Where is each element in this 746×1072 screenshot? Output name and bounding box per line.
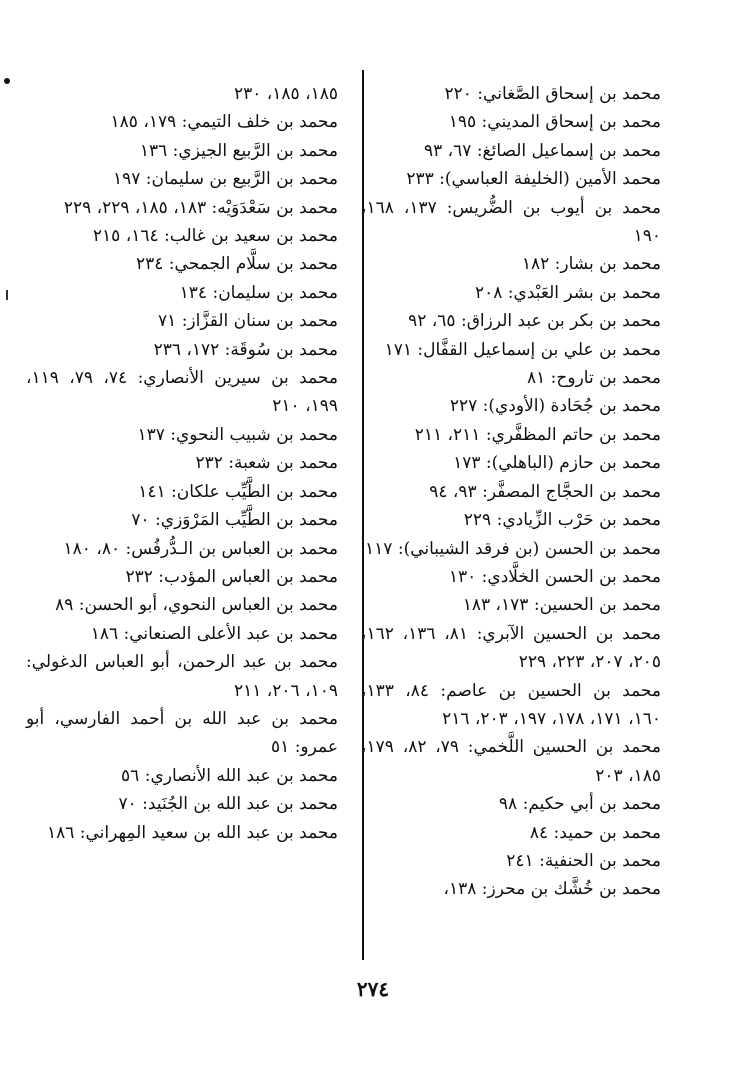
index-entry: محمد بن سيرين الأنصاري: ٧٤، ٧٩، ١١٩، ١٩٩، ٢١٠ xyxy=(26,368,338,417)
index-entry: محمد بن بكر بن عبد الرزاق: ٦٥، ٩٢ xyxy=(408,311,661,332)
index-entry: محمد بن الطَّيِّب المَرْوَزي: ٧٠ xyxy=(131,510,338,531)
index-entry: محمد بن إسحاق الصَّغاني: ٢٢٠ xyxy=(444,84,661,104)
index-entry: محمد بن عبد الله بن سعيد المِهراني: ١٨٦ xyxy=(46,822,338,843)
index-entry: محمد بن الحجَّاج المصفَّر: ٩٣، ٩٤ xyxy=(429,481,661,502)
index-entry: محمد الأمين (الخليفة العباسي): ٢٣٣ xyxy=(406,169,661,190)
index-entry: محمد بن إسماعيل الصائغ: ٦٧، ٩٣ xyxy=(424,140,661,161)
index-entry: محمد بن الحسن الخلَّادي: ١٣٠ xyxy=(448,566,661,587)
index-entry: محمد بن علي بن إسماعيل القفَّال: ١٧١ xyxy=(384,339,661,360)
index-entry: محمد بن العباس المؤدب: ٢٣٢ xyxy=(125,566,338,587)
page-edge-mark xyxy=(6,290,8,300)
index-entry: محمد بن سنان القزَّاز: ٧١ xyxy=(158,311,338,332)
page-edge-dot xyxy=(4,78,10,84)
index-entry: محمد بن خُشَّك بن محرز: ١٣٨، xyxy=(443,879,661,900)
index-entry: محمد بن الطَّيِّب علكان: ١٤١ xyxy=(138,481,338,502)
index-entry: محمد بن الحسين اللَّخمي: ٧٩، ٨٢، ١٧٩، ١٨٥، ٢٠٣ xyxy=(361,737,662,786)
index-entry: محمد بن حميد: ٨٤ xyxy=(529,822,661,843)
index-entry: محمد بن سلَّام الجمحي: ٢٣٤ xyxy=(135,254,338,275)
index-entry: محمد بن الحسين بن عاصم: ٨٤، ١٣٣، ١٦٠، ١٧١، ١٧٨، ١٩٧، ٢٠٣، ٢١٦ xyxy=(361,680,662,729)
index-entry: محمد بن العباس النحوي، أبو الحسن: ٨٩ xyxy=(55,595,338,616)
index-entry: محمد بن أبي حكيم: ٩٨ xyxy=(498,794,661,815)
index-entry: محمد بن حاتم المظفَّري: ٢١١، ٢١١ xyxy=(414,424,661,445)
index-entry: محمد بن سليمان: ١٣٤ xyxy=(179,282,338,303)
index-entry: محمد بن الحنفية: ٢٤١ xyxy=(506,850,661,871)
index-entry: محمد بن الرَّبيع بن سليمان: ١٩٧ xyxy=(112,169,338,190)
index-entry: محمد بن الحسين الآبري: ٨١، ١٣٦، ١٦٢، ٢٠٥، ٢٠٧، ٢٢٣، ٢٢٩ xyxy=(361,623,662,673)
index-entry: محمد بن عبد الرحمن، أبو العباس الدغولي: ١٠٩، ٢٠٦، ٢١١ xyxy=(26,652,338,701)
index-entry: محمد بن شعبة: ٢٣٢ xyxy=(195,453,338,474)
index-entry: محمد بن سُوقَة: ١٧٢، ٢٣٦ xyxy=(153,339,338,360)
index-entry: محمد بن حَرْب الزِّيادي: ٢٢٩ xyxy=(463,510,661,531)
index-entry: محمد بن الحسن (بن فرقد الشيباني): ١١٧ xyxy=(365,538,661,559)
index-entry: محمد بن خلف التيمي: ١٧٩، ١٨٥ xyxy=(110,112,338,133)
index-entry: محمد بن سَعْدَوَيْه: ١٨٣، ١٨٥، ٢٢٩، ٢٢٩ xyxy=(63,197,338,218)
index-entry: محمد بن عبد الأعلى الصنعاني: ١٨٦ xyxy=(90,623,338,644)
index-entry: محمد بن عبد الله بن أحمد الفارسي، أبو عمرو: ٥١ xyxy=(26,708,338,758)
index-entry: محمد بن الرَّبيع الجيزي: ١٣٦ xyxy=(139,140,338,161)
index-column-right xyxy=(361,80,661,904)
index-entry: محمد بن بشر العَبْدي: ٢٠٨ xyxy=(475,282,661,303)
page-number: ٢٧٤ xyxy=(356,977,390,1001)
index-entry: محمد بن العباس بن الـدُّرفُس: ٨٠، ١٨٠ xyxy=(63,538,338,559)
index-entry: محمد بن إسحاق المديني: ١٩٥ xyxy=(448,112,661,133)
index-entry: محمد بن جُحَادة (الأودي): ٢٢٧ xyxy=(449,396,661,417)
index-entry: محمد بن عبد الله الأنصاري: ٥٦ xyxy=(121,765,338,786)
index-entry: محمد بن عبد الله بن الجُنَيد: ٧٠ xyxy=(118,794,338,815)
index-entry: محمد بن بشار: ١٨٢ xyxy=(521,254,661,275)
index-entry: ١٨٥، ١٨٥، ٢٣٠ xyxy=(234,84,338,104)
column-divider xyxy=(362,70,364,960)
index-entry: محمد بن الحسين: ١٧٣، ١٨٣ xyxy=(462,595,661,616)
index-entry: محمد بن سعيد بن غالب: ١٦٤، ٢١٥ xyxy=(92,226,338,247)
index-entry: محمد بن تاروح: ٨١ xyxy=(526,368,661,389)
index-column-left xyxy=(26,80,338,847)
index-entry: محمد بن شبيب النحوي: ١٣٧ xyxy=(137,424,338,445)
index-entry: محمد بن حازم (الباهلي): ١٧٣ xyxy=(453,453,661,474)
index-entry: محمد بن أيوب بن الضُّريس: ١٣٧، ١٦٨، ١٩٠ xyxy=(361,197,662,247)
